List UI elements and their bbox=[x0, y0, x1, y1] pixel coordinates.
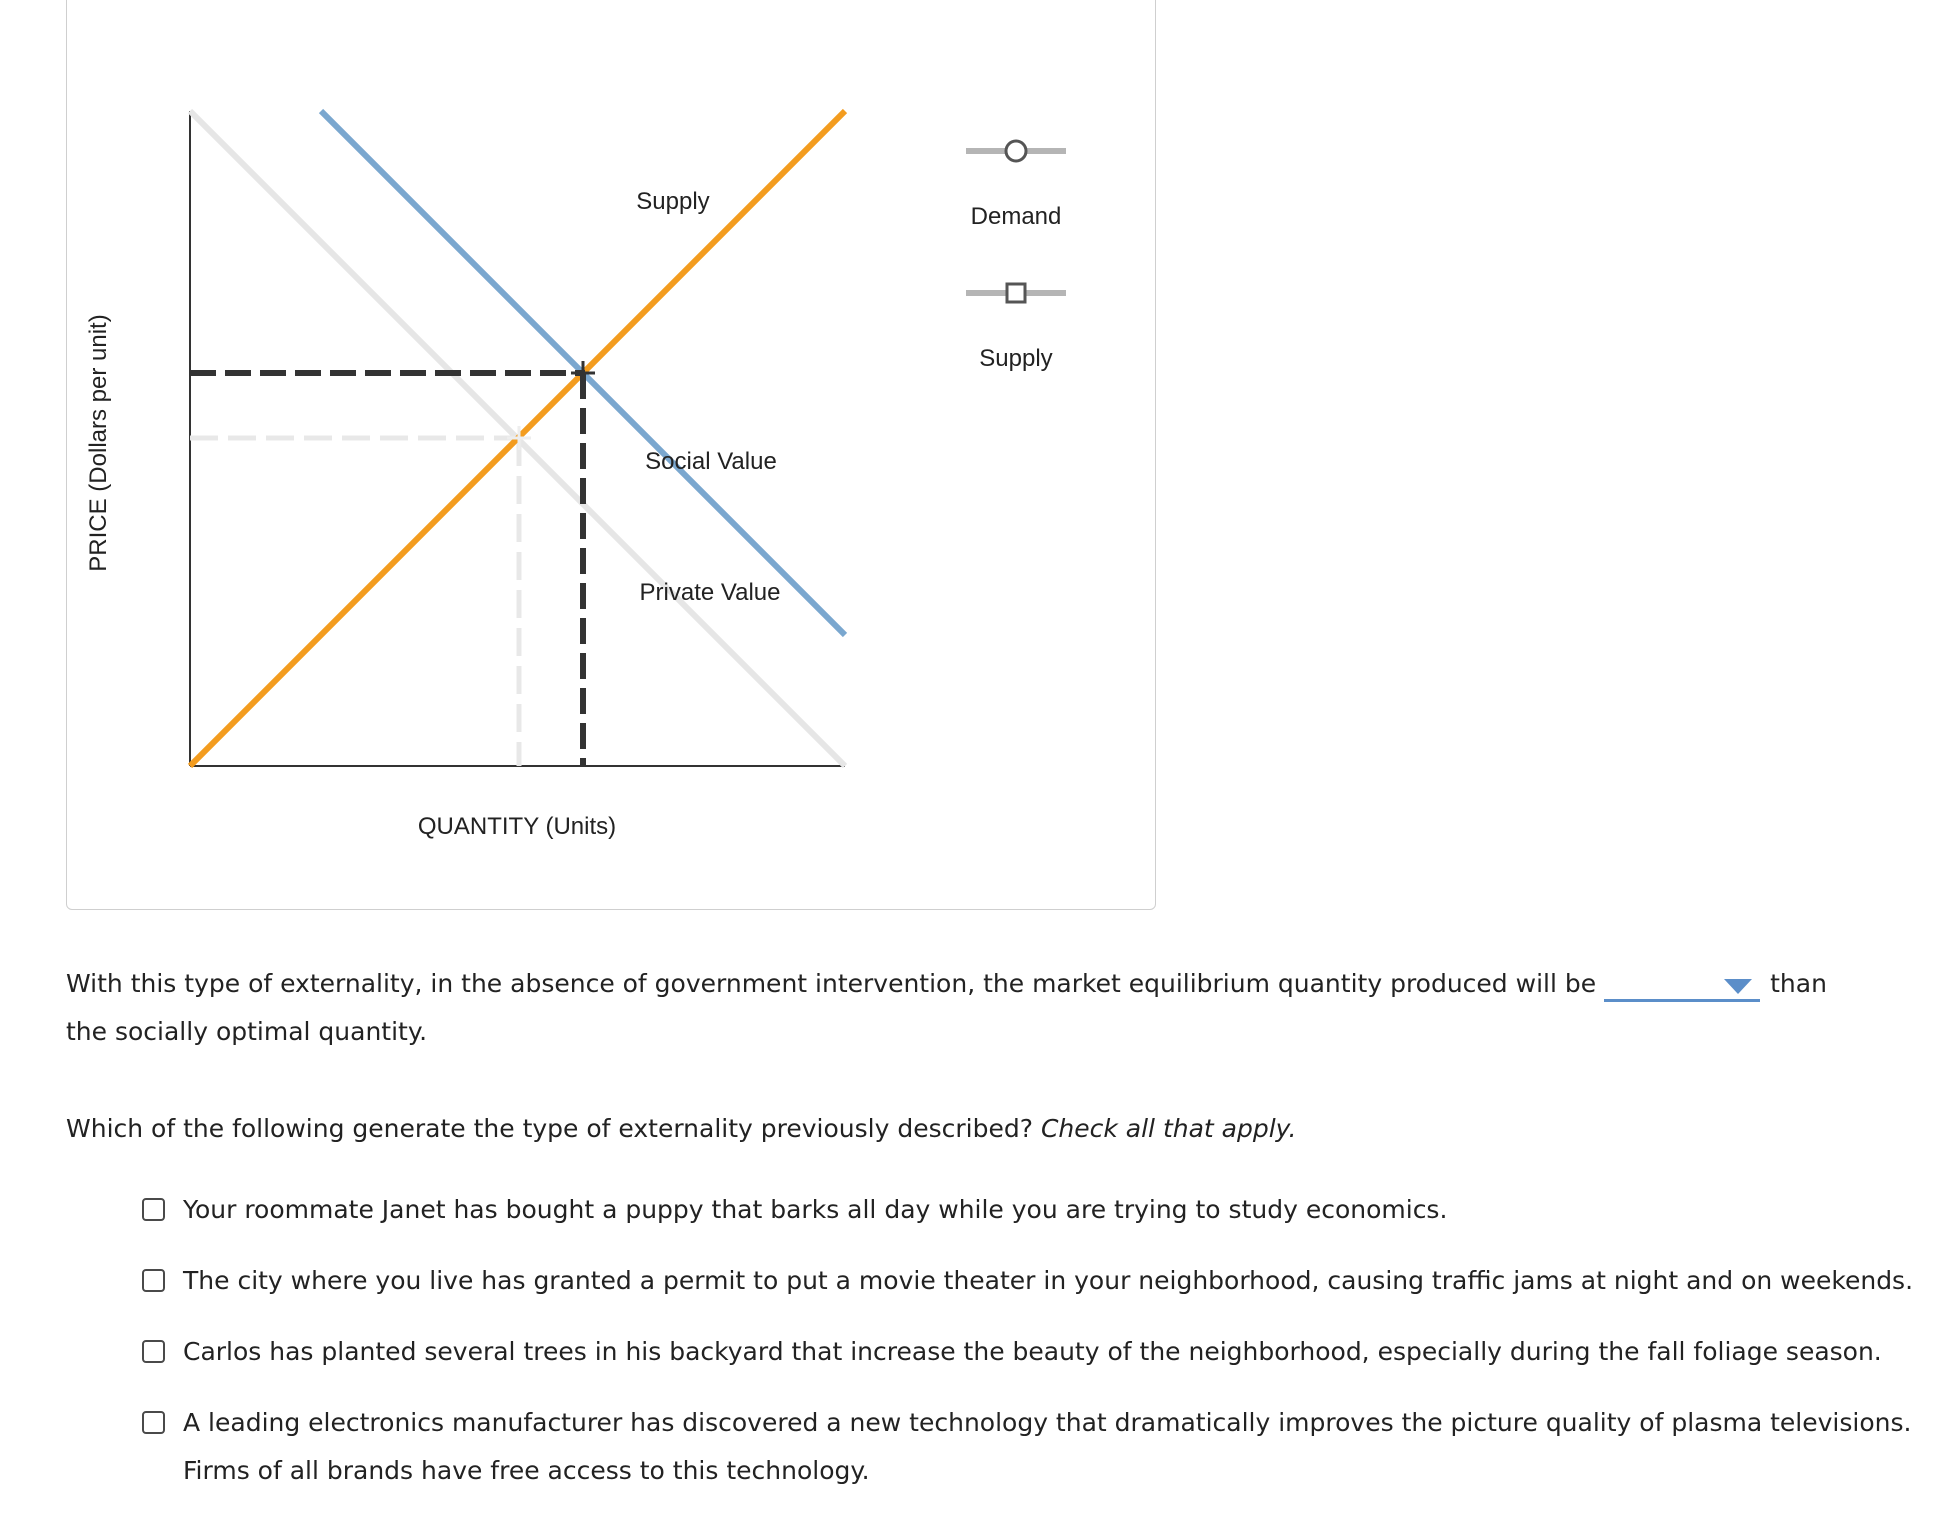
comparison-dropdown[interactable] bbox=[1604, 969, 1760, 1002]
supply-curve-label: Supply bbox=[636, 188, 710, 215]
legend-supply-tool[interactable] bbox=[966, 284, 1066, 372]
option-checkbox[interactable] bbox=[142, 1340, 165, 1363]
option-label: The city where you live has granted a permit to put a movie theater in your neighborhood, causing traffic jams at night and on weekends. bbox=[183, 1266, 1914, 1295]
option-label: A leading electronics manufacturer has discovered a new technology that dramatically improves the picture quality of plasma televisions. Firms of all brands have free access to this technology. bbox=[183, 1408, 1912, 1485]
checkbox-options-list bbox=[142, 1186, 1922, 1518]
option-checkbox[interactable] bbox=[142, 1411, 165, 1434]
question1-text-before: With this type of externality, in the absence of government intervention, the market equilibrium quantity produced will be bbox=[66, 969, 1597, 998]
option-backyard-trees[interactable] bbox=[142, 1328, 1922, 1376]
externality-graph[interactable] bbox=[67, 0, 1157, 911]
legend-demand-tool[interactable] bbox=[966, 141, 1066, 230]
question-market-quantity bbox=[66, 960, 1866, 1056]
y-axis-label: PRICE (Dollars per unit) bbox=[85, 314, 112, 572]
dropdown-caret-icon bbox=[1724, 979, 1752, 994]
x-axis-label: QUANTITY (Units) bbox=[417, 813, 617, 840]
social-value-curve-label: Social Value bbox=[645, 448, 777, 475]
question-externality-examples bbox=[66, 1105, 1296, 1153]
legend-demand-label: Demand bbox=[970, 203, 1062, 230]
circle-marker-icon bbox=[1006, 141, 1026, 161]
question1-text-after: than the socially optimal quantity. bbox=[66, 969, 1827, 1046]
option-checkbox[interactable] bbox=[142, 1269, 165, 1292]
question2-instruction: Check all that apply. bbox=[1040, 1114, 1297, 1143]
square-marker-icon bbox=[1007, 284, 1025, 302]
option-barking-puppy[interactable] bbox=[142, 1186, 1922, 1234]
question2-text: Which of the following generate the type of externality previously described? bbox=[66, 1114, 1041, 1143]
option-label: Carlos has planted several trees in his backyard that increase the beauty of the neighborhood, especially during the fall foliage season. bbox=[183, 1337, 1882, 1366]
option-tv-technology[interactable] bbox=[142, 1399, 1922, 1495]
option-label: Your roommate Janet has bought a puppy that barks all day while you are trying to study economics. bbox=[183, 1195, 1448, 1224]
graph-panel bbox=[66, 0, 1156, 910]
private-value-curve-label: Private Value bbox=[639, 579, 781, 606]
legend-supply-label: Supply bbox=[979, 345, 1053, 372]
option-movie-theater[interactable] bbox=[142, 1257, 1922, 1305]
option-checkbox[interactable] bbox=[142, 1198, 165, 1221]
